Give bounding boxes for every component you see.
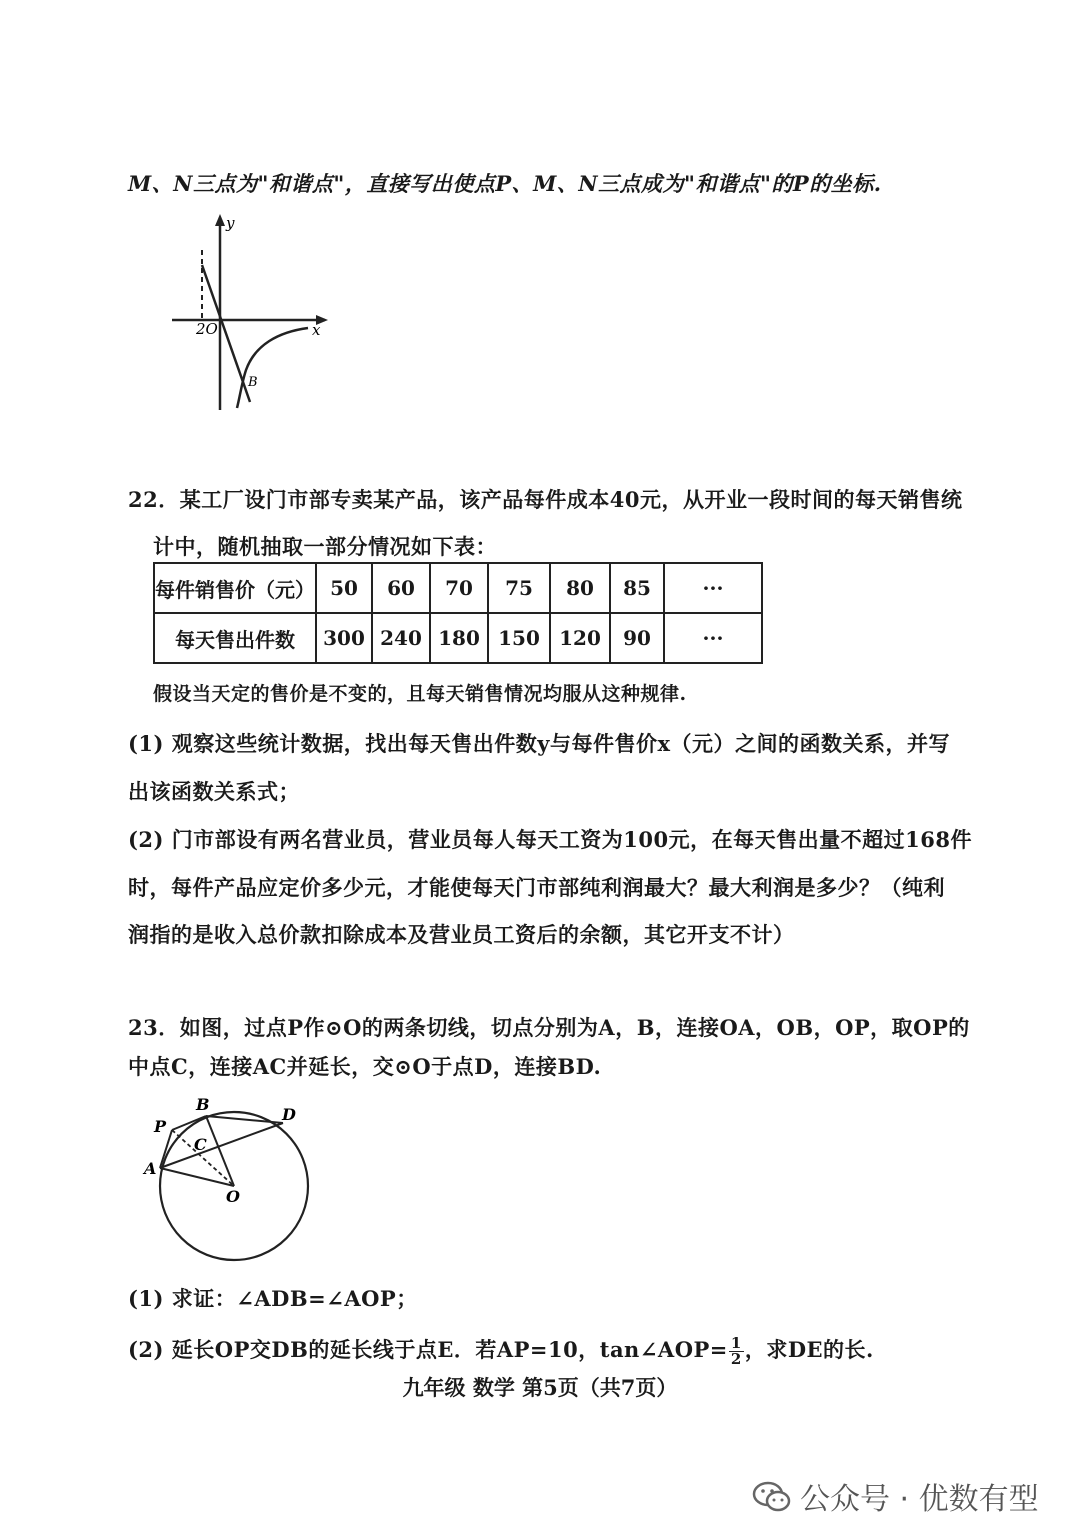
label-b: B	[196, 1095, 210, 1114]
table-cell: 75	[488, 563, 550, 613]
label-b: B	[248, 375, 258, 390]
q22-stem-line1: 22．某工厂设门市部专卖某产品，该产品每件成本40元，从开业一段时间的每天销售统	[128, 487, 963, 512]
watermark-text: 公众号 · 优数有型	[800, 1482, 1039, 1517]
table-cell: ···	[664, 613, 762, 663]
table-row-header: 每件销售价（元）	[154, 563, 316, 613]
label-x: x	[312, 321, 321, 339]
label-c: C	[194, 1135, 207, 1154]
wechat-icon	[752, 1480, 792, 1522]
fraction-one-half	[729, 1336, 744, 1367]
sales-table	[153, 562, 763, 664]
q22-part2-line3: 润指的是收入总价款扣除成本及营业员工资后的余额，其它开支不计）	[128, 922, 795, 947]
table-cell: 85	[610, 563, 664, 613]
table-cell: 70	[430, 563, 488, 613]
label-d: D	[282, 1105, 296, 1124]
table-row-header: 每天售出件数	[154, 613, 316, 663]
watermark	[752, 1474, 1039, 1522]
table-cell: 150	[488, 613, 550, 663]
q22-note: 假设当天定的售价是不变的，且每天销售情况均服从这种规律.	[153, 683, 687, 705]
circle-tangent-figure	[138, 1090, 328, 1280]
q22-stem-line2: 计中，随机抽取一部分情况如下表：	[153, 534, 497, 559]
segment-bd	[206, 1116, 283, 1123]
table-cell: 120	[550, 613, 610, 663]
fraction-numerator: 1	[730, 1334, 742, 1352]
q22-part1-line1: (1) 观察这些统计数据，找出每天售出件数y与每件售价x（元）之间的函数关系，并写	[128, 731, 951, 756]
q22-part1-line2: 出该函数关系式；	[128, 779, 300, 804]
q23-part2	[128, 1334, 874, 1367]
q23-part2-before: (2) 延长OP交DB的延长线于点E．若AP=10，tan∠AOP=	[128, 1337, 728, 1362]
y-axis-arrow	[215, 214, 225, 226]
fraction-denominator: 2	[730, 1350, 742, 1368]
table-cell: 50	[316, 563, 372, 613]
q23-part1: (1) 求证：∠ADB=∠AOP；	[128, 1286, 418, 1311]
table-cell: 240	[372, 613, 430, 663]
label-a: A	[144, 1159, 157, 1178]
table-cell: 60	[372, 563, 430, 613]
label-p: P	[154, 1117, 167, 1136]
table-cell: 300	[316, 613, 372, 663]
table-cell: 80	[550, 563, 610, 613]
label-o: O	[226, 1187, 240, 1206]
q23-stem-line2: 中点C，连接AC并延长，交⊙O于点D，连接BD.	[128, 1054, 602, 1079]
table-cell: 90	[610, 613, 664, 663]
segment-oa	[160, 1168, 234, 1186]
table-cell: ···	[664, 563, 762, 613]
segment-ad	[160, 1123, 283, 1168]
q23-stem-line1: 23．如图，过点P作⊙O的两条切线，切点分别为A，B，连接OA，OB，OP，取OP的	[128, 1015, 970, 1040]
table-row	[154, 613, 762, 663]
q22-part2-line1: (2) 门市部设有两名营业员，营业员每人每天工资为100元，在每天售出量不超过168件	[128, 827, 972, 852]
q23-part2-after: ，求DE的长.	[744, 1337, 874, 1362]
table-row	[154, 563, 762, 613]
label-y: y	[226, 214, 235, 232]
q22-part2-line2: 时，每件产品应定价多少元，才能使每天门市部纯利润最大？最大利润是多少？（纯利	[128, 875, 945, 900]
q21-tail-text: M、N三点为"和谐点"，直接写出使点P、M、N三点成为"和谐点"的P的坐标.	[128, 171, 882, 196]
function-graph-figure	[160, 210, 350, 420]
page-footer: 九年级 数学 第5页（共7页）	[402, 1375, 678, 1400]
label-origin: 2O	[196, 320, 218, 338]
segment-ob	[206, 1116, 234, 1186]
table-cell: 180	[430, 613, 488, 663]
